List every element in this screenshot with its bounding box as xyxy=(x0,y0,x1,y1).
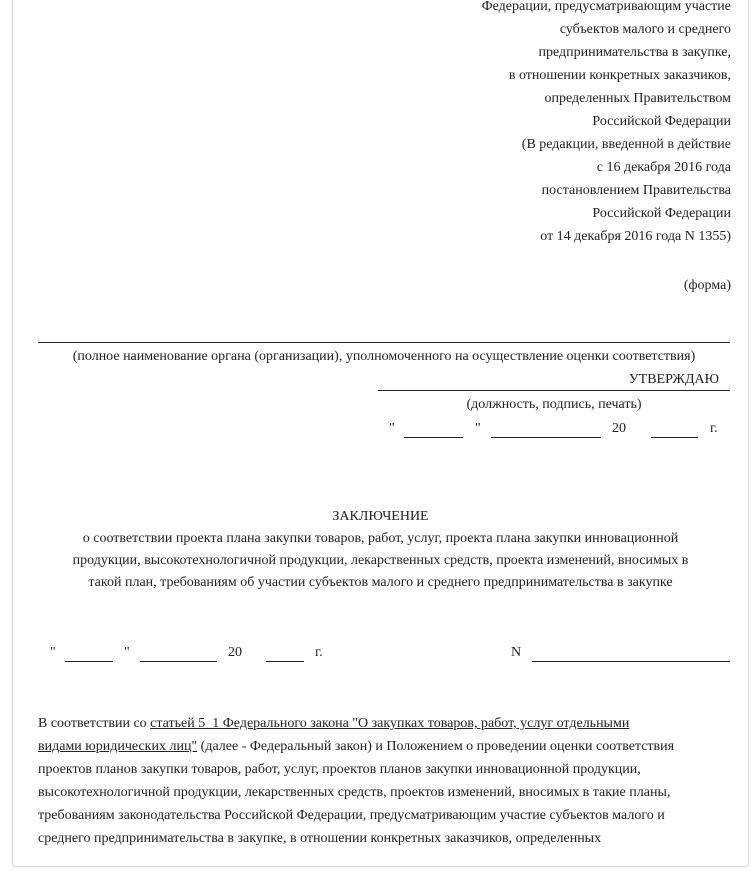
body-line-2 xyxy=(38,739,674,755)
org-name-line xyxy=(38,342,730,343)
cdate-month-line xyxy=(140,661,217,662)
date-year-prefix: 20 xyxy=(612,421,626,436)
subtitle-line-3: такой план, требованиям об участии субъектов малого и среднего предпринимательства в закупке xyxy=(88,575,673,590)
body-line-2-rest: (далее - Федеральный закон) и Положением о проведении оценки соответствия xyxy=(197,739,675,754)
body-prefix: В соответствии со xyxy=(38,716,151,731)
approve-line xyxy=(378,390,730,391)
body-line-5: требованиям законодательства Российской Федерации, предусматривающим участие субъектов малого и xyxy=(38,808,665,823)
document-title: ЗАКЛЮЧЕНИЕ xyxy=(332,509,429,524)
cdate-year-line xyxy=(266,661,304,662)
form-label: (форма) xyxy=(683,278,731,293)
header-line-6: Российской Федерации xyxy=(592,114,731,129)
subtitle-line-1: о соответствии проекта плана закупки товаров, работ, услуг, проекта плана закупки инновационной xyxy=(82,531,679,546)
cdate-year-prefix: 20 xyxy=(228,645,242,660)
header-line-3: предпринимательства в закупке, xyxy=(538,45,731,60)
date-month-line xyxy=(491,437,601,438)
cdate-open-quote: " xyxy=(50,645,56,660)
cdate-close-quote: " xyxy=(124,645,130,660)
body-line-4: высокотехнологичной продукции, лекарственных средств, проектов изменений, вносимых в такие планы, xyxy=(38,785,671,800)
date-open-quote: " xyxy=(389,421,395,436)
number-line xyxy=(532,661,730,662)
law-link[interactable]: статьей 5_1 Федерального закона "О закупках товаров, работ, услуг отдельными xyxy=(150,716,630,731)
date-day-line xyxy=(404,437,463,438)
header-line-10: Российской Федерации xyxy=(592,206,731,221)
header-line-7: (В редакции, введенной в действие xyxy=(521,137,731,152)
body-line-1 xyxy=(38,716,629,732)
header-line-4: в отношении конкретных заказчиков, xyxy=(508,68,731,83)
cdate-g: г. xyxy=(315,645,323,660)
header-line-5: определенных Правительством xyxy=(544,91,731,106)
org-caption: (полное наименование органа (организации), уполномоченного на осуществление оценки соответствия) xyxy=(72,349,696,364)
date-year-line xyxy=(651,437,698,438)
date-g: г. xyxy=(710,421,718,436)
header-line-1: Федерации, предусматривающим участие xyxy=(481,0,731,14)
law-link-continued[interactable]: видами юридических лиц" xyxy=(38,739,198,754)
approve-caption: (должность, подпись, печать) xyxy=(466,397,642,412)
header-line-11: от 14 декабря 2016 года N 1355) xyxy=(540,229,731,244)
header-line-9: постановлением Правительства xyxy=(541,183,731,198)
date-close-quote: " xyxy=(475,421,481,436)
subtitle-line-2: продукции, высокотехнологичной продукции, лекарственных средств, проекта изменений, вносимых в xyxy=(72,553,689,568)
body-line-6: среднего предпринимательства в закупке, в отношении конкретных заказчиков, определенных xyxy=(38,831,602,846)
cdate-day-line xyxy=(65,661,113,662)
approve-label: УТВЕРЖДАЮ xyxy=(628,372,719,387)
body-line-3: проектов планов закупки товаров, работ, услуг, проектов планов закупки инновационной продукции, xyxy=(38,762,641,777)
header-line-8: с 16 декабря 2016 года xyxy=(596,160,731,175)
document-card xyxy=(12,0,749,867)
number-label: N xyxy=(511,645,522,660)
header-line-2: субъектов малого и среднего xyxy=(559,22,731,37)
